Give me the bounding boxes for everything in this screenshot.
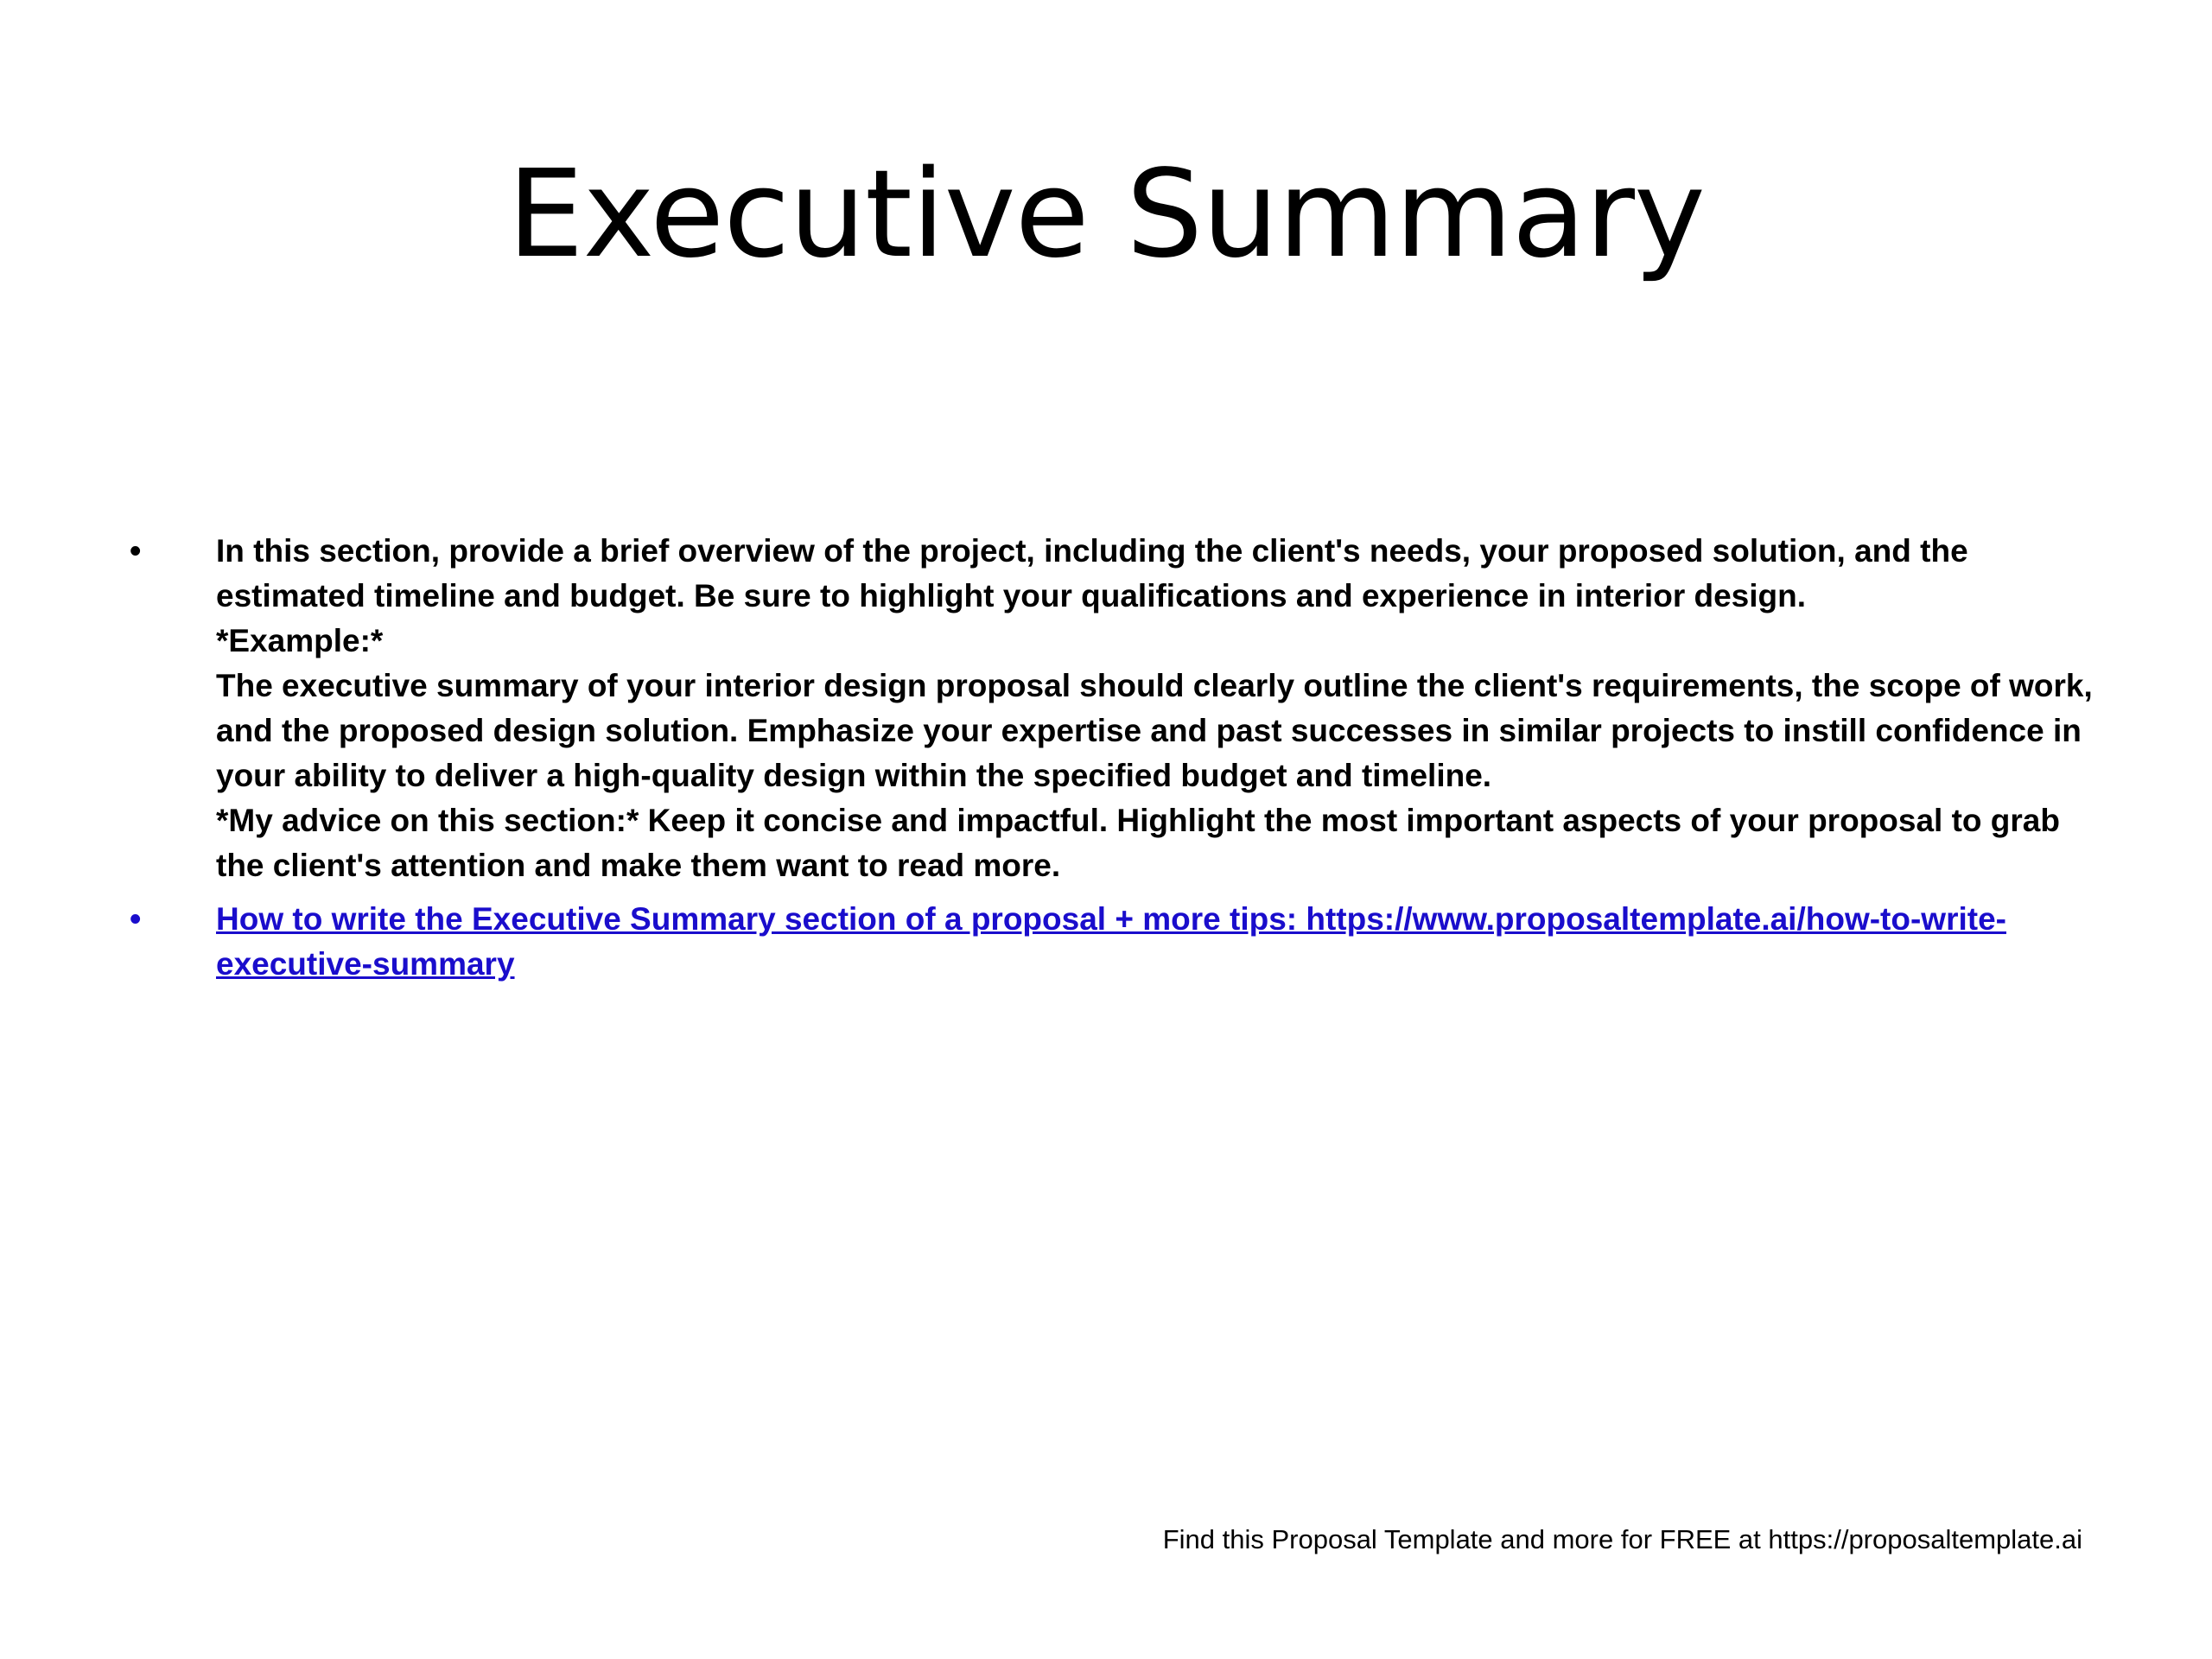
list-item-link bbox=[130, 897, 2100, 987]
bullet-marker: • bbox=[130, 533, 142, 569]
bullet-text bbox=[216, 529, 2100, 888]
example-paragraph: The executive summary of your interior design proposal should clearly outline the client's requirements, the scope of work, and the proposed design solution. Emphasize your expertise and past successes in similar projects to instill confidence in your ability to deliver a high-quality design within the specified budget and timeline. bbox=[216, 668, 2093, 793]
how-to-write-link[interactable]: How to write the Executive Summary section of a proposal + more tips: https://www.proposaltemplate.ai/how-to-write-executive-summary bbox=[216, 901, 2006, 982]
list-item bbox=[130, 529, 2100, 888]
bullet-marker: • bbox=[130, 901, 142, 938]
slide-title: Executive Summary bbox=[507, 144, 1705, 285]
advice-paragraph: *My advice on this section:* Keep it concise and impactful. Highlight the most important aspects of your proposal to grab the client's attention and make them want to read more. bbox=[216, 803, 2060, 883]
footer-note: Find this Proposal Template and more for FREE at https://proposaltemplate.ai bbox=[1162, 1524, 2082, 1554]
bullet-list bbox=[130, 529, 2100, 995]
intro-paragraph: In this section, provide a brief overview of the project, including the client's needs, your proposed solution, and the estimated timeline and budget. Be sure to highlight your qualifications and experience in interior design. bbox=[216, 533, 1968, 613]
example-heading: *Example:* bbox=[216, 623, 384, 658]
